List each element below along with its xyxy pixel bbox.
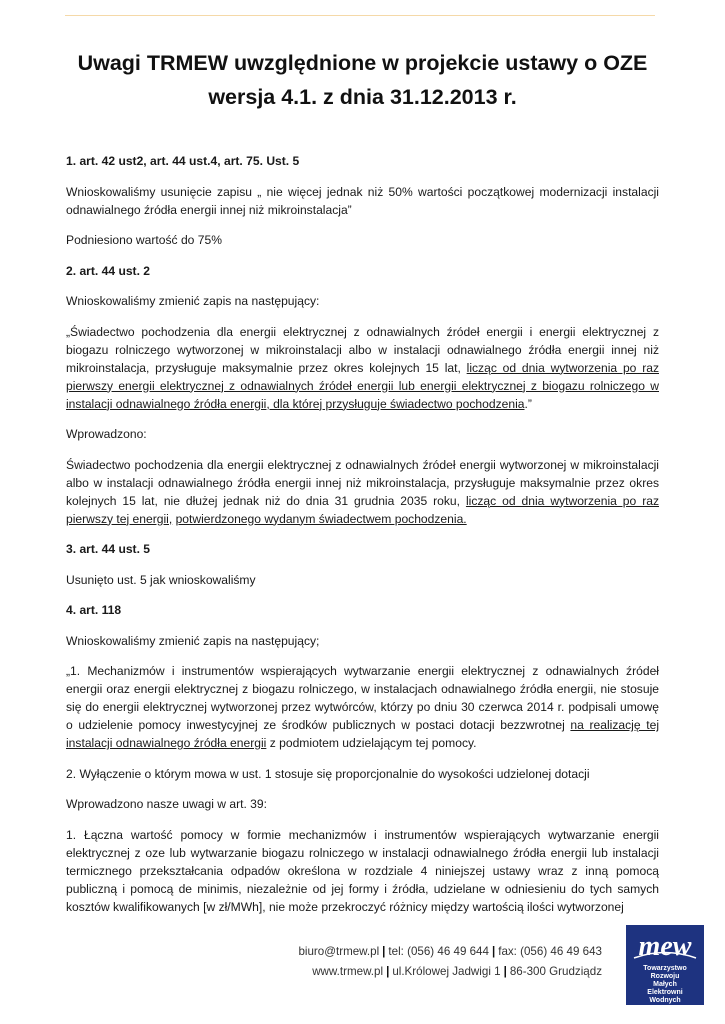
section-4-quote: „1. Mechanizmów i instrumentów wspierających wytwarzanie energii elektrycznej z odnawialnych źródeł energii oraz energii elektrycznej z biogazu rolniczego, w instalacjach odnawialnego źródła energii, nie stosuje się do energii elektrycznej wytworzonej przez wytwórców, którzy po dniu 30 czerwca 2014 r. podpisali umowę o udzielenie pomocy inwestycyjnej ze środków publicznych w postaci dotacji bezzwrotnej na realizację tej instalacji odnawialnego źródła energii z podmiotem udzielającym tej pomocy. — [66, 664, 660, 750]
section-4-introduced-label: Wprowadzono nasze uwagi w art. 39: — [66, 797, 267, 811]
mew-logo-icon — [626, 925, 704, 965]
section-1-result: Podniesiono wartość do 75% — [66, 233, 222, 247]
footer-contact — [272, 942, 602, 982]
footer-city: 86-300 Grudziądz — [509, 965, 602, 978]
trmew-logo — [626, 925, 704, 1005]
footer-www: www.trmew.pl — [312, 965, 384, 978]
underlined-text: potwierdzonego wydanym świadectwem pochodzenia. — [175, 511, 467, 526]
logo-text: Towarzystwo Rozwoju Małych Elektrowni Wodnych — [643, 965, 687, 1004]
section-2-heading: 2. art. 44 ust. 2 — [66, 263, 151, 278]
section-2-introduced-label: Wprowadzono: — [66, 427, 147, 441]
section-4-point-2: 2. Wyłączenie o którym mowa w ust. 1 stosuje się proporcjonalnie do wysokości udzielonej dotacji — [66, 766, 590, 781]
document-body — [66, 152, 659, 928]
footer-email: biuro@trmew.pl — [298, 945, 380, 958]
title-line-1: Uwagi TRMEW uwzględnione w projekcie ustawy o OZE — [77, 51, 648, 75]
svg-text:mew: mew — [638, 931, 692, 962]
footer-line-2: www.trmew.pl | ul.Królowej Jadwigi 1 | 86-300 Grudziądz — [312, 965, 602, 978]
underlined-text: na realizację tej instalacji odnawialnego źródła energii — [66, 718, 660, 750]
section-1-heading: 1. art. 42 ust2, art. 44 ust.4, art. 75. Ust. 5 — [66, 154, 300, 168]
underlined-text: licząc od dnia wytworzenia po raz pierwszy energii elektrycznej z odnawialnych źródeł energii lub energii elektrycznej z biogazu rolniczego w instalacji odnawialnego źródła energii, dla której przysługuje świadectwo pochodzenia — [66, 360, 659, 411]
section-2-introduced-text: Świadectwo pochodzenia dla energii elektrycznej z odnawialnych źródeł energii wytworzonej w mikroinstalacji albo w instalacji odnawialnego źródła energii innej niż mikroinstalacja, przysługuje maksymalnie przez okres kolejnych 15 lat, nie dłużej jednak niż do dnia 31 grudnia 2035 roku, licząc od dnia wytworzenia po raz pierwszy tej energii, potwierdzonego wydanym świadectwem pochodzenia. — [66, 457, 659, 526]
section-4-request: Wnioskowaliśmy zmienić zapis na następujący; — [66, 633, 320, 648]
section-4-heading: 4. art. 118 — [66, 603, 122, 617]
page-title — [40, 46, 685, 114]
section-4-article-39: 1. Łączna wartość pomocy w formie mechanizmów i instrumentów wspierających wytwarzanie energii elektrycznej z oze lub wytwarzanie biogazu rolniczego w instalacji odnawialnego źródła energii lub instalacji termicznego przekształcania odpadów określona w rozdziale 4 niniejszej ustawy wraz z inną pomocą publiczną i pomocą de minimis, niezależnie od jej formy i źródła, udzielane w odniesieniu do tych samych kosztów kwalifikowanych [w zł/MWh], nie może przekroczyć różnicy między wartością ilości wytworzonej — [66, 827, 659, 914]
footer-fax: fax: (056) 46 49 643 — [498, 945, 602, 958]
section-3-paragraph: Usunięto ust. 5 jak wnioskowaliśmy — [66, 572, 256, 587]
footer-tel: tel: (056) 46 49 644 — [388, 945, 489, 958]
top-rule — [65, 15, 655, 16]
underlined-text: licząc od dnia wytworzenia po raz pierwszy tej energii, — [66, 493, 659, 526]
section-1-paragraph: Wnioskowaliśmy usunięcie zapisu „ nie więcej jednak niż 50% wartości początkowej modernizacji instalacji odnawialnego źródła energii innej niż mikroinstalacja” — [66, 184, 659, 217]
section-2-quote: „Świadectwo pochodzenia dla energii elektrycznej z odnawialnych źródeł energii i energii elektrycznej z biogazu rolniczego wytworzonej w mikroinstalacji albo w instalacji odnawialnego źródła energii innej niż mikroinstalacja, przysługuje maksymalnie przez okres kolejnych 15 lat, licząc od dnia wytworzenia po raz pierwszy energii elektrycznej z odnawialnych źródeł energii lub energii elektrycznej z biogazu rolniczego w instalacji odnawialnego źródła energii, dla której przysługuje świadectwo pochodzenia.” — [66, 324, 659, 411]
section-2-request: Wnioskowaliśmy zmienić zapis na następujący: — [66, 294, 320, 308]
section-3-heading: 3. art. 44 ust. 5 — [66, 542, 151, 556]
footer-line-1: biuro@trmew.pl | tel: (056) 46 49 644 | fax: (056) 46 49 643 — [298, 945, 602, 958]
title-line-2: wersja 4.1. z dnia 31.12.2013 r. — [208, 85, 517, 109]
footer-street: ul.Królowej Jadwigi 1 — [392, 965, 501, 978]
